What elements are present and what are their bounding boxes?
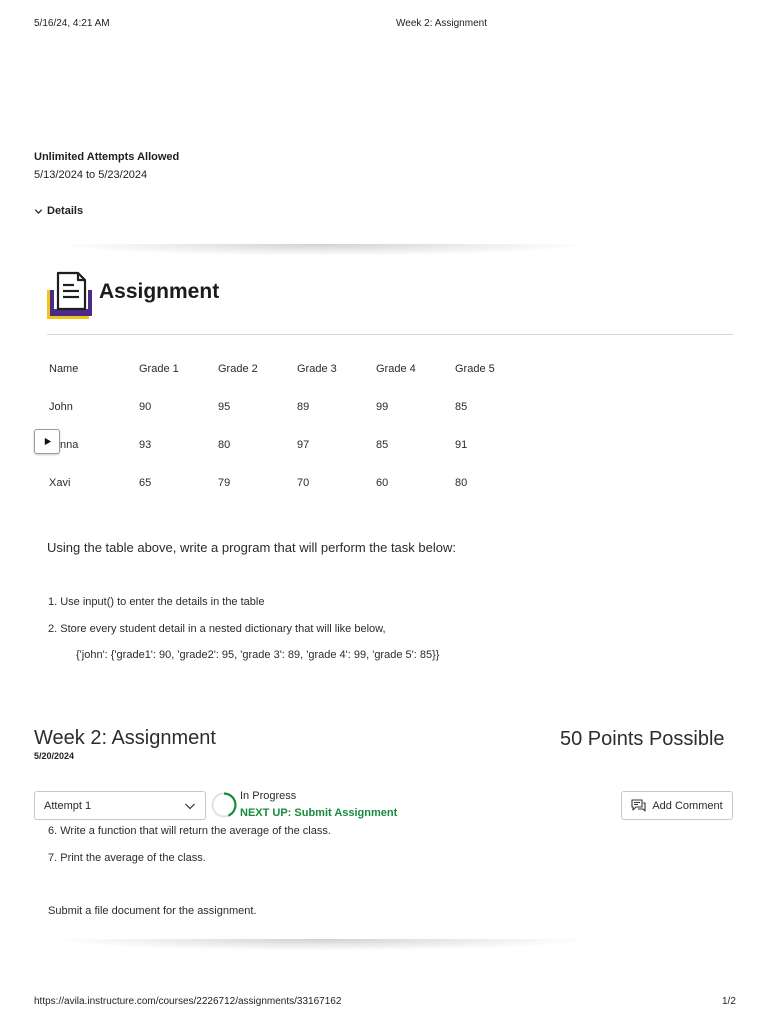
table-cell: 80 (218, 439, 231, 451)
assignment-document-icon (46, 270, 96, 322)
table-cell: 80 (455, 477, 468, 489)
media-play-button[interactable] (34, 429, 60, 454)
attempt-select-value: Attempt 1 (44, 799, 92, 812)
table-row (47, 426, 532, 464)
submit-instruction: Submit a file document for the assignment. (48, 905, 257, 917)
column-header: Name (49, 363, 79, 375)
table-cell: 60 (376, 477, 389, 489)
add-comment-button[interactable] (621, 791, 733, 820)
table-cell: 65 (139, 477, 152, 489)
list-item: 2. Store every student detail in a nested dictionary that will like below, (48, 623, 386, 635)
list-item: 6. Write a function that will return the average of the class. (48, 825, 331, 837)
play-icon (43, 437, 52, 446)
table-cell: 93 (139, 439, 152, 451)
column-header: Grade 4 (376, 363, 416, 375)
column-header: Grade 1 (139, 363, 179, 375)
instructions-intro: Using the table above, write a program that will perform the task below: (47, 540, 456, 555)
attempts-allowed: Unlimited Attempts Allowed (34, 151, 180, 163)
table-cell: 85 (376, 439, 389, 451)
attempt-select[interactable] (34, 791, 206, 820)
add-comment-label: Add Comment (652, 799, 723, 812)
table-cell: John (49, 401, 73, 413)
column-header: Grade 3 (297, 363, 337, 375)
section-divider-shadow (50, 244, 595, 256)
table-cell: Xavi (49, 477, 71, 489)
assignment-date: 5/20/2024 (34, 751, 75, 761)
table-cell: 79 (218, 477, 231, 489)
table-cell: 70 (297, 477, 310, 489)
page-number: 1/2 (722, 996, 736, 1007)
list-item: 1. Use input() to enter the details in the table (48, 596, 265, 608)
progress-ring-icon (210, 791, 238, 819)
table-row (47, 464, 532, 502)
assignment-title: Week 2: Assignment (34, 727, 216, 749)
table-cell: 95 (218, 401, 231, 413)
table-cell: 99 (376, 401, 389, 413)
details-toggle[interactable] (34, 205, 83, 217)
details-label: Details (47, 205, 84, 217)
chevron-down-icon (34, 207, 43, 216)
section-divider-shadow (50, 939, 595, 951)
banner-divider (47, 334, 733, 335)
points-possible: 50 Points Possible (560, 728, 725, 750)
next-up-label: NEXT UP: Submit Assignment (240, 807, 398, 819)
table-cell: 85 (455, 401, 468, 413)
table-cell: 97 (297, 439, 310, 451)
print-timestamp: 5/16/24, 4:21 AM (34, 18, 110, 29)
table-row (47, 388, 532, 426)
banner-title: Assignment (99, 280, 220, 303)
table-cell: nna (60, 439, 79, 451)
column-header: Grade 5 (455, 363, 495, 375)
table-cell: 90 (139, 401, 152, 413)
column-header: Grade 2 (218, 363, 258, 375)
submission-status: In Progress (240, 790, 297, 802)
list-item: 7. Print the average of the class. (48, 852, 206, 864)
print-page-title: Week 2: Assignment (396, 18, 487, 29)
table-cell: 91 (455, 439, 468, 451)
grade-table (47, 350, 532, 502)
availability-date-range: 5/13/2024 to 5/23/2024 (34, 169, 148, 181)
table-cell: 89 (297, 401, 310, 413)
example-dictionary: {'john': {'grade1': 90, 'grade2': 95, 'grade 3': 89, 'grade 4': 99, 'grade 5': 85}} (76, 649, 440, 661)
comment-icon (631, 799, 646, 813)
chevron-down-icon (184, 800, 196, 812)
table-header-row (47, 350, 532, 388)
page-url: https://avila.instructure.com/courses/2226712/assignments/33167162 (34, 996, 342, 1007)
